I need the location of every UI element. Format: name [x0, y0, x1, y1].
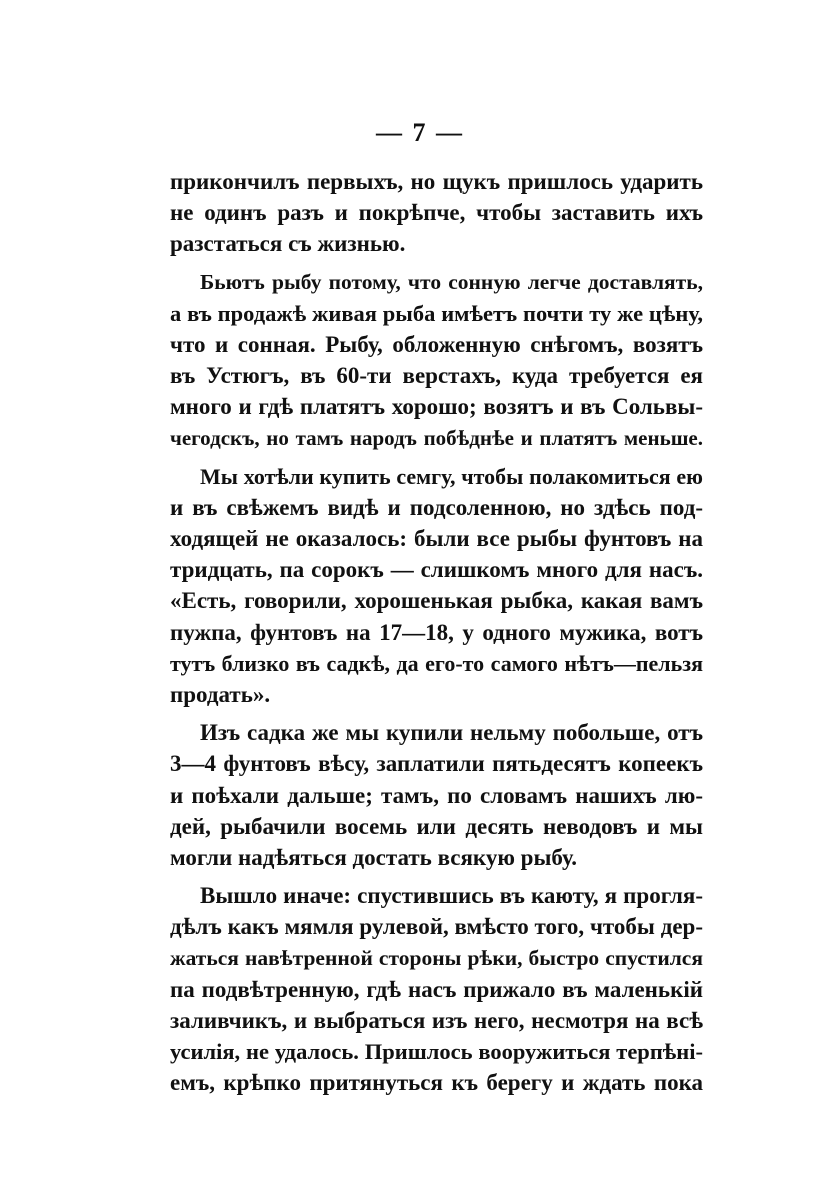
text-line: усилія, не удалось. Пришлось вооружиться терпѣні- [170, 1039, 703, 1065]
text-line: чегодскъ, но тамъ народъ побѣднѣе и платятъ меньше. [170, 425, 703, 450]
text-line: и въ свѣжемъ видѣ и подсоленною, но здѣсь под- [170, 494, 703, 520]
text-line: емъ, крѣпко притянуться къ берегу и ждать пока [170, 1070, 703, 1096]
text-line: Изъ садка же мы купили нельму побольше, отъ [200, 720, 703, 746]
body-text [170, 166, 703, 1098]
text-line: тутъ близко въ садкѣ, да его-то самого нѣтъ—пельзя [170, 650, 703, 676]
paragraph-4 [170, 717, 703, 873]
text-line: что и сонная. Рыбу, обложенную снѣгомъ, возятъ [170, 331, 703, 357]
text-line: много и гдѣ платятъ хорошо; возятъ и въ Сольвы- [170, 394, 703, 420]
text-line: пужпа, фунтовъ на 17—18, у одного мужика, вотъ [170, 619, 703, 645]
page-number: — 7 — [376, 118, 464, 147]
paragraph-3 [170, 461, 703, 711]
text-line: Бьютъ рыбу потому, что сонную легче доставлять, [200, 269, 703, 294]
paragraph-2 [170, 267, 703, 454]
paragraph-5 [170, 880, 703, 1098]
text-line: па подвѣтренную, гдѣ насъ прижало въ маленькій [170, 976, 703, 1002]
text-line: а въ продажѣ живая рыба имѣетъ почти ту же цѣну, [170, 300, 703, 326]
text-line: Мы хотѣли купить семгу, чтобы полакомиться ею [200, 463, 703, 489]
text-line: заливчикъ, и выбраться изъ него, несмотря на всѣ [170, 1007, 703, 1033]
text-line: не одинъ разъ и покрѣпче, чтобы заставить ихъ [170, 200, 703, 226]
text-line: въ Устюгъ, въ 60-ти верстахъ, куда требуется ея [170, 363, 703, 389]
text-line: и поѣхали дальше; тамъ, по словамъ нашихъ лю- [170, 782, 703, 808]
text-line: дѣлъ какъ мямля рулевой, вмѣсто того, чтобы дер- [170, 914, 703, 940]
text-line: продать». [170, 682, 271, 707]
text-line: ходящей не оказалось: были все рыбы фунтовъ на [170, 526, 703, 552]
paragraph-1 [170, 166, 703, 260]
text-line: «Есть, говорили, хорошенькая рыбка, какая вамъ [170, 588, 703, 614]
text-line: могли надѣяться достать всякую рыбу. [170, 844, 578, 870]
text-line: тридцать, па сорокъ — слишкомъ много для насъ. [170, 557, 703, 583]
text-line: дей, рыбачили восемь или десять неводовъ и мы [170, 813, 703, 839]
text-line: Вышло иначе: спустившись въ каюту, я прогля- [200, 883, 703, 909]
text-line: прикончилъ первыхъ, но щукъ пришлось ударить [170, 169, 703, 194]
text-line: жаться навѣтренной стороны рѣки, быстро спустился [170, 945, 703, 970]
text-line: 3—4 фунтовъ вѣсу, заплатили пятьдесятъ копеекъ [170, 751, 703, 777]
text-line: разстаться съ жизнью. [170, 231, 406, 257]
